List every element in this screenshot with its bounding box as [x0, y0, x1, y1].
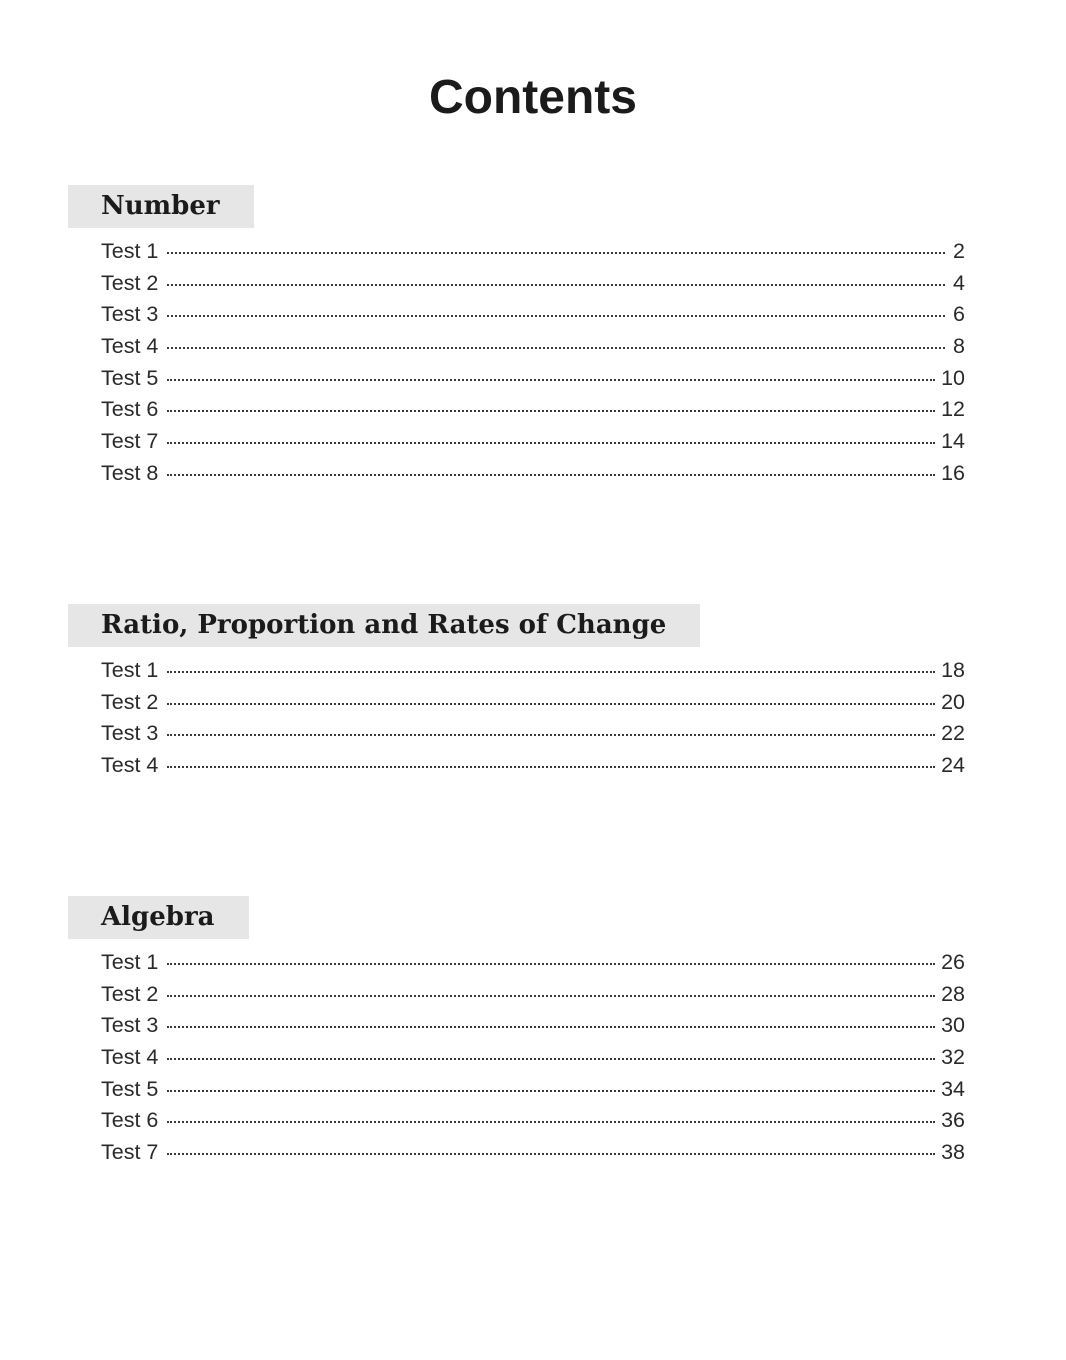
toc-entry[interactable] — [101, 1077, 965, 1109]
toc-entry[interactable] — [101, 658, 965, 690]
entry-label: Test 4 — [101, 753, 159, 778]
toc-entry[interactable] — [101, 690, 965, 722]
entry-label: Test 2 — [101, 981, 159, 1006]
entry-label: Test 4 — [101, 334, 159, 359]
toc-entry-list — [101, 239, 965, 493]
entry-label: Test 1 — [101, 658, 159, 682]
dot-leader — [167, 765, 935, 768]
entry-page-number: 20 — [941, 689, 965, 714]
page-title: Contents — [429, 71, 637, 124]
toc-entry[interactable] — [101, 721, 965, 753]
entry-label: Test 5 — [101, 365, 159, 390]
entry-page-number: 34 — [941, 1076, 965, 1101]
entry-page-number: 24 — [941, 753, 965, 778]
toc-entry[interactable] — [101, 461, 965, 493]
section-heading: Algebra — [68, 896, 249, 939]
section-heading: Ratio, Proportion and Rates of Change — [68, 604, 700, 647]
toc-entry[interactable] — [101, 1108, 965, 1140]
dot-leader — [167, 473, 935, 476]
dot-leader — [167, 670, 935, 673]
toc-entry[interactable] — [101, 302, 965, 334]
dot-leader — [167, 733, 935, 736]
toc-entry[interactable] — [101, 397, 965, 429]
entry-label: Test 2 — [101, 270, 159, 295]
dot-leader — [167, 314, 945, 317]
entry-page-number: 8 — [953, 334, 965, 359]
toc-entry[interactable] — [101, 1045, 965, 1077]
dot-leader — [167, 702, 935, 705]
toc-entry[interactable] — [101, 429, 965, 461]
dot-leader — [167, 251, 945, 254]
toc-entry[interactable] — [101, 334, 965, 366]
dot-leader — [167, 1025, 935, 1028]
dot-leader — [167, 283, 945, 286]
entry-label: Test 3 — [101, 1013, 159, 1038]
dot-leader — [167, 1120, 935, 1123]
entry-page-number: 26 — [941, 950, 965, 974]
entry-label: Test 3 — [101, 721, 159, 746]
entry-page-number: 12 — [941, 397, 965, 422]
entry-page-number: 32 — [941, 1045, 965, 1070]
entry-label: Test 5 — [101, 1076, 159, 1101]
entry-page-number: 28 — [941, 981, 965, 1006]
entry-label: Test 7 — [101, 429, 159, 454]
toc-entry[interactable] — [101, 366, 965, 398]
entry-page-number: 2 — [953, 239, 965, 263]
toc-entry[interactable] — [101, 982, 965, 1014]
dot-leader — [167, 441, 935, 444]
entry-label: Test 2 — [101, 689, 159, 714]
entry-page-number: 36 — [941, 1108, 965, 1133]
dot-leader — [167, 1057, 935, 1060]
toc-entry-list — [101, 950, 965, 1172]
entry-page-number: 16 — [941, 460, 965, 485]
entry-page-number: 14 — [941, 429, 965, 454]
toc-entry[interactable] — [101, 239, 965, 271]
entry-label: Test 6 — [101, 1108, 159, 1133]
toc-entry[interactable] — [101, 1013, 965, 1045]
entry-label: Test 7 — [101, 1140, 159, 1165]
entry-label: Test 8 — [101, 460, 159, 485]
toc-entry[interactable] — [101, 1140, 965, 1172]
dot-leader — [167, 346, 945, 349]
entry-label: Test 1 — [101, 239, 159, 263]
dot-leader — [167, 378, 935, 381]
entry-page-number: 22 — [941, 721, 965, 746]
dot-leader — [167, 962, 935, 965]
entry-label: Test 6 — [101, 397, 159, 422]
dot-leader — [167, 994, 935, 997]
toc-entry[interactable] — [101, 950, 965, 982]
dot-leader — [167, 1152, 935, 1155]
entry-label: Test 4 — [101, 1045, 159, 1070]
entry-page-number: 30 — [941, 1013, 965, 1038]
entry-label: Test 3 — [101, 302, 159, 327]
toc-entry[interactable] — [101, 753, 965, 785]
toc-entry-list — [101, 658, 965, 785]
dot-leader — [167, 409, 935, 412]
entry-page-number: 6 — [953, 302, 965, 327]
entry-page-number: 10 — [941, 365, 965, 390]
toc-entry[interactable] — [101, 271, 965, 303]
entry-page-number: 18 — [941, 658, 965, 682]
section-heading: Number — [68, 185, 254, 228]
dot-leader — [167, 1089, 935, 1092]
entry-page-number: 4 — [953, 270, 965, 295]
entry-label: Test 1 — [101, 950, 159, 974]
entry-page-number: 38 — [941, 1140, 965, 1165]
